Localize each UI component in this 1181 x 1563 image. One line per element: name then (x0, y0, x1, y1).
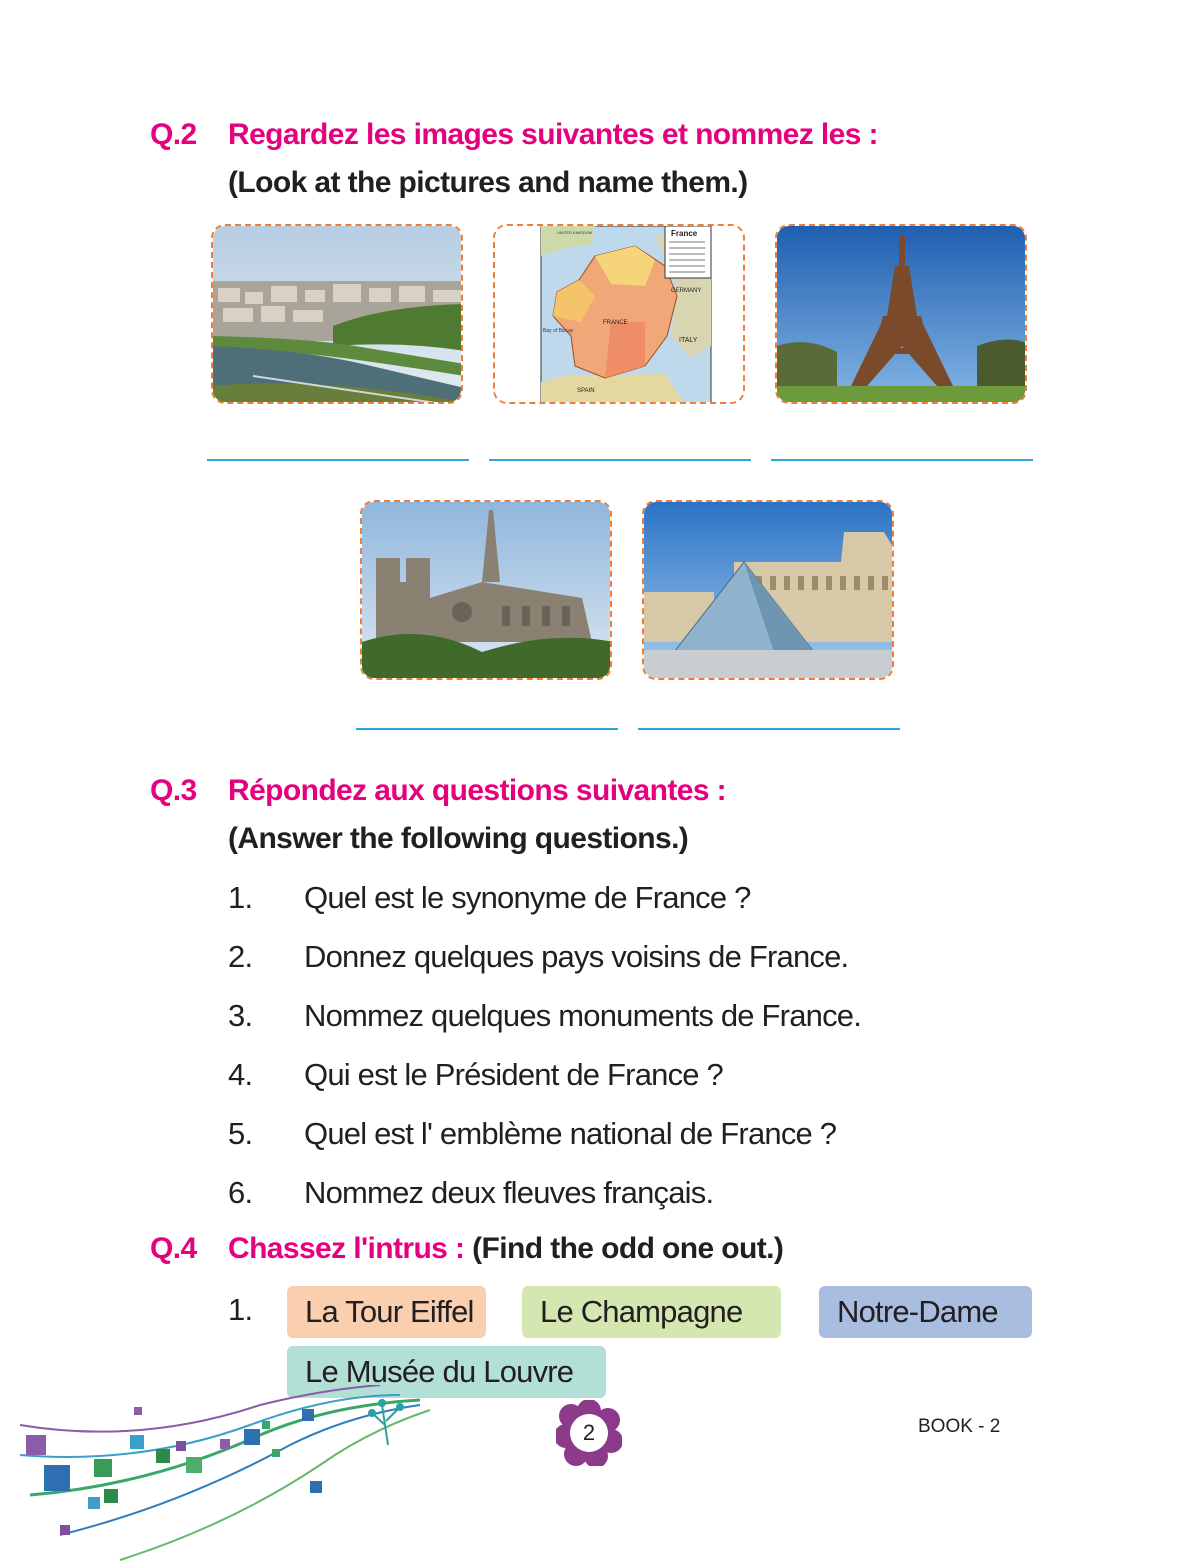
answer-line-5[interactable] (638, 728, 900, 730)
q3-item-1 (228, 880, 751, 916)
q4-heading (150, 1232, 783, 1266)
map-label-france: FRANCE (603, 320, 628, 326)
q3-item-number: 1. (228, 880, 253, 915)
q3-item-5 (228, 1116, 836, 1152)
q2-title-en: (Look at the pictures and name them.) (228, 166, 748, 199)
map-title: France (671, 229, 698, 238)
louvre-pyramid-picture (642, 500, 894, 680)
q3-item-text: Donnez quelques pays voisins de France. (304, 939, 849, 974)
q3-item-text: Nommez deux fleuves français. (304, 1175, 714, 1210)
option-la-tour-eiffel[interactable]: La Tour Eiffel (287, 1286, 486, 1338)
q2-number: Q.2 (150, 118, 197, 151)
q3-title-fr: Répondez aux questions suivantes : (228, 774, 727, 807)
answer-line-4[interactable] (356, 728, 618, 730)
map-label-spain: SPAIN (577, 388, 595, 394)
q3-title-en: (Answer the following questions.) (228, 822, 689, 855)
louvre-pyramid-icon (644, 502, 894, 680)
paris-seine-picture (211, 224, 463, 404)
option-notre-dame[interactable]: Notre-Dame (819, 1286, 1032, 1338)
eiffel-tower-icon (777, 226, 1027, 404)
q3-item-2 (228, 939, 848, 975)
q4-number: Q.4 (150, 1232, 197, 1265)
q3-item-text: Quel est le synonyme de France ? (304, 880, 751, 915)
answer-line-2[interactable] (489, 459, 751, 461)
map-label-germany: GERMANY (671, 288, 702, 294)
paris-seine-icon (213, 226, 463, 404)
answer-line-3[interactable] (771, 459, 1033, 461)
q3-item-text: Quel est l' emblème national de France ? (304, 1116, 837, 1151)
answer-line-1[interactable] (207, 459, 469, 461)
map-label-bay: Bay of Biscay (543, 328, 574, 334)
map-label-kingdom: UNITED KINGDOM (557, 230, 593, 235)
eiffel-tower-picture (775, 224, 1027, 404)
notre-dame-icon (362, 502, 612, 680)
q3-item-number: 3. (228, 998, 253, 1033)
map-label-italy: ITALY (679, 337, 698, 344)
q3-item-6 (228, 1175, 713, 1211)
q4-title-en: (Find the odd one out.) (472, 1232, 784, 1265)
q3-item-4 (228, 1057, 723, 1093)
option-le-musee-du-louvre[interactable]: Le Musée du Louvre (287, 1346, 606, 1398)
france-map-icon (495, 226, 745, 404)
q3-item-number: 4. (228, 1057, 253, 1092)
q3-item-number: 5. (228, 1116, 253, 1151)
q3-item-number: 2. (228, 939, 253, 974)
decorative-swirl (0, 1385, 440, 1563)
page-number: 2 (582, 1420, 596, 1445)
q3-item-text: Qui est le Président de France ? (304, 1057, 723, 1092)
france-map-picture (493, 224, 745, 404)
q2-heading (150, 118, 878, 152)
q3-item-text: Nommez quelques monuments de France. (304, 998, 862, 1033)
q3-item-number: 6. (228, 1175, 253, 1210)
notre-dame-picture (360, 500, 612, 680)
q3-number: Q.3 (150, 774, 197, 807)
q4-title-fr: Chassez l'intrus : (228, 1232, 465, 1265)
option-le-champagne[interactable]: Le Champagne (522, 1286, 781, 1338)
q3-heading (150, 774, 726, 808)
q2-title-fr: Regardez les images suivantes et nommez les : (228, 118, 878, 151)
book-label: BOOK - 2 (918, 1416, 1001, 1437)
q4-item-number: 1. (228, 1292, 253, 1327)
q3-item-3 (228, 998, 861, 1034)
